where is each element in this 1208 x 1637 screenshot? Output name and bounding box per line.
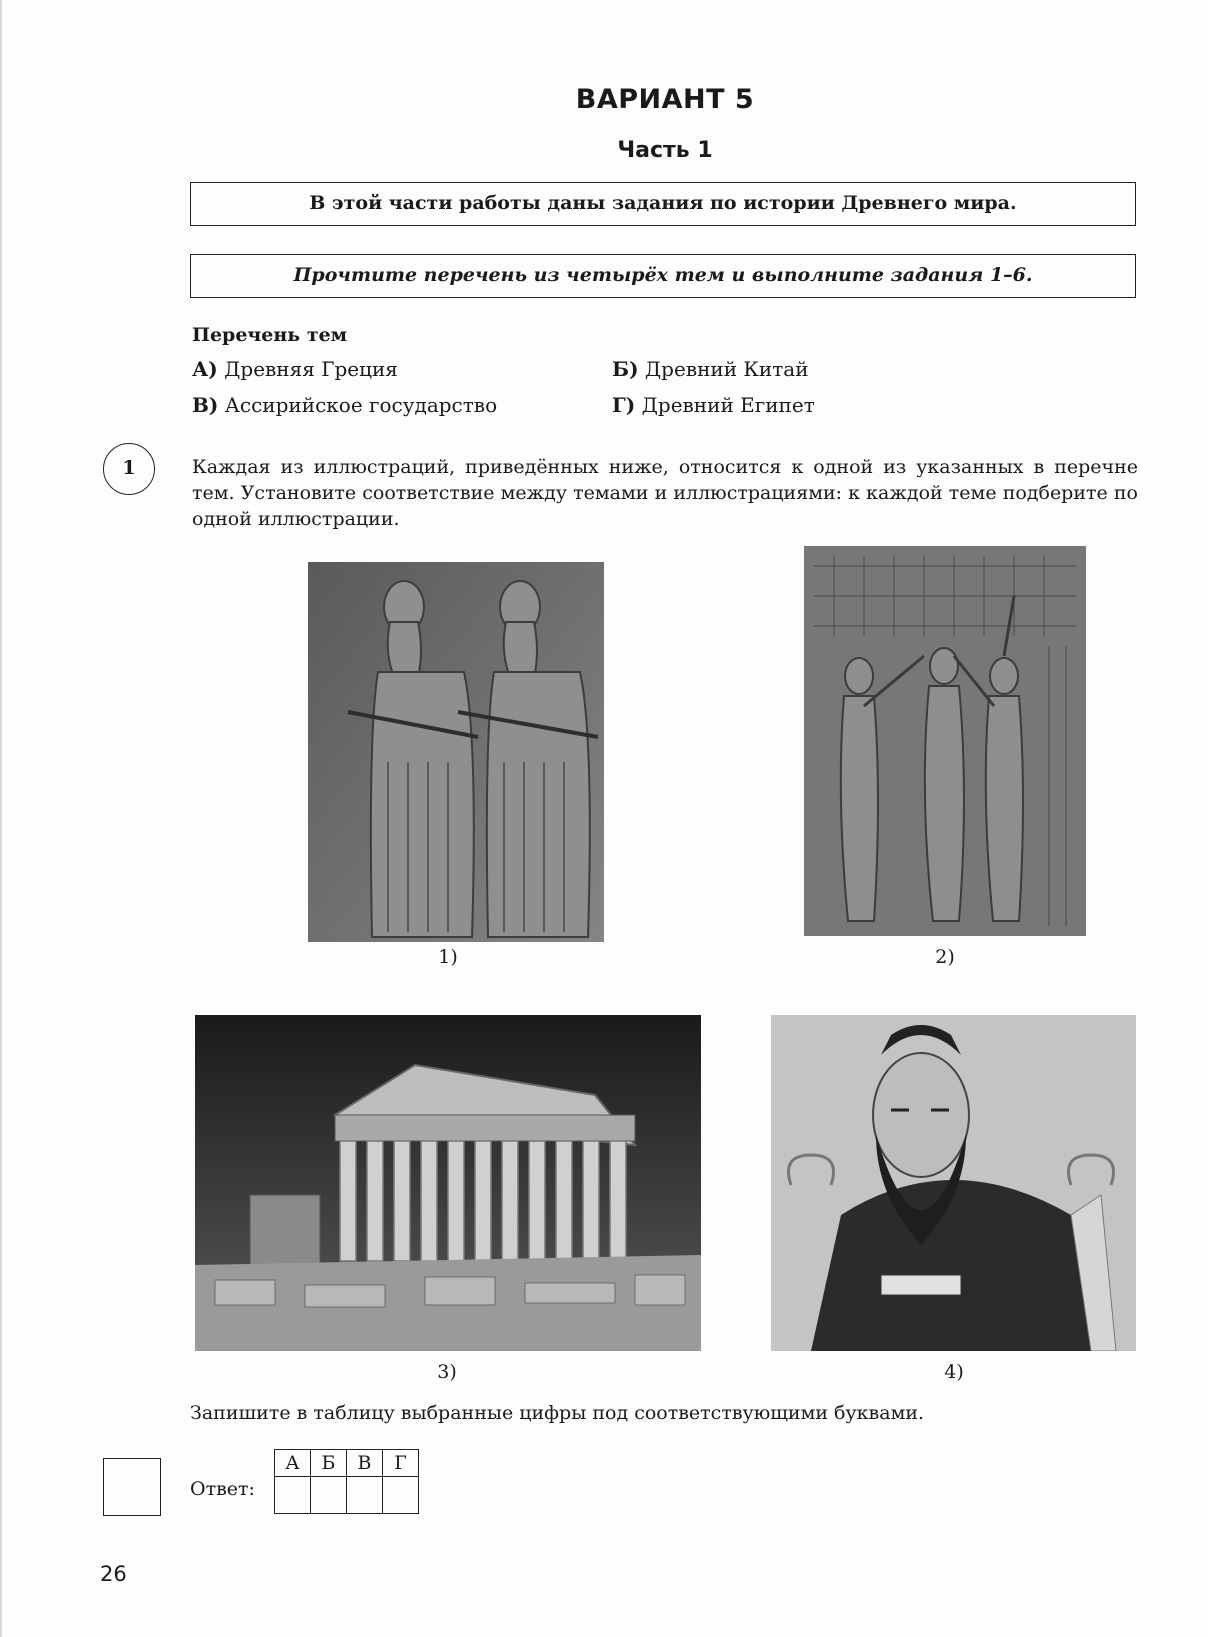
answer-cell[interactable] — [347, 1477, 383, 1514]
topic-v — [192, 393, 497, 417]
answer-label: Ответ: — [190, 1478, 255, 1500]
topic-g — [612, 393, 815, 417]
topic-letter: Г) — [612, 393, 636, 417]
topic-letter: Б) — [612, 357, 639, 381]
task-number: 1 — [103, 443, 155, 495]
answer-cell[interactable] — [311, 1477, 347, 1514]
illustration-4-image — [771, 1015, 1136, 1351]
illustration-2-caption: 2) — [935, 946, 955, 968]
topics-title: Перечень тем — [192, 324, 348, 346]
answer-table — [274, 1449, 419, 1514]
page-number: 26 — [100, 1562, 127, 1586]
illustration-2-image — [804, 546, 1086, 936]
illustration-3-image — [195, 1015, 701, 1351]
topic-b — [612, 357, 809, 381]
task-text: Каждая из иллюстраций, приведённых ниже, относится к одной из указанных в перечне тем. Установите соответствие между темами и иллюстрациями: к каждой теме подберите по одной иллюстрации. — [192, 456, 1138, 530]
score-box[interactable] — [103, 1458, 161, 1516]
illustration-3-caption: 3) — [437, 1361, 457, 1383]
answer-cell[interactable] — [383, 1477, 419, 1514]
confucius-portrait-icon — [771, 1015, 1136, 1351]
illustration-4-caption: 4) — [944, 1361, 964, 1383]
answer-column-header: В — [347, 1450, 383, 1477]
assyrian-relief-icon — [308, 562, 604, 942]
answer-column-header: Г — [383, 1450, 419, 1477]
illustration-1-caption: 1) — [438, 946, 458, 968]
topic-a — [192, 357, 398, 381]
part-title: Часть 1 — [617, 138, 713, 163]
egyptian-relief-icon — [804, 546, 1086, 936]
answer-column-header: А — [275, 1450, 311, 1477]
page-edge — [0, 0, 2, 1637]
instruction-box: Прочтите перечень из четырёх тем и выполните задания 1–6. — [190, 254, 1136, 298]
topic-text: Древняя Греция — [224, 357, 398, 381]
illustration-1-image — [308, 562, 604, 942]
answer-cell[interactable] — [275, 1477, 311, 1514]
variant-title: ВАРИАНТ 5 — [575, 84, 755, 115]
parthenon-icon — [195, 1015, 701, 1351]
topic-text: Древний Египет — [641, 393, 815, 417]
topic-letter: В) — [192, 393, 219, 417]
answer-column-header: Б — [311, 1450, 347, 1477]
topic-letter: А) — [192, 357, 218, 381]
topic-text: Древний Китай — [644, 357, 809, 381]
answer-instruction: Запишите в таблицу выбранные цифры под соответствующими буквами. — [190, 1402, 925, 1424]
intro-box: В этой части работы даны задания по истории Древнего мира. — [190, 182, 1136, 226]
topic-text: Ассирийское государство — [224, 393, 498, 417]
